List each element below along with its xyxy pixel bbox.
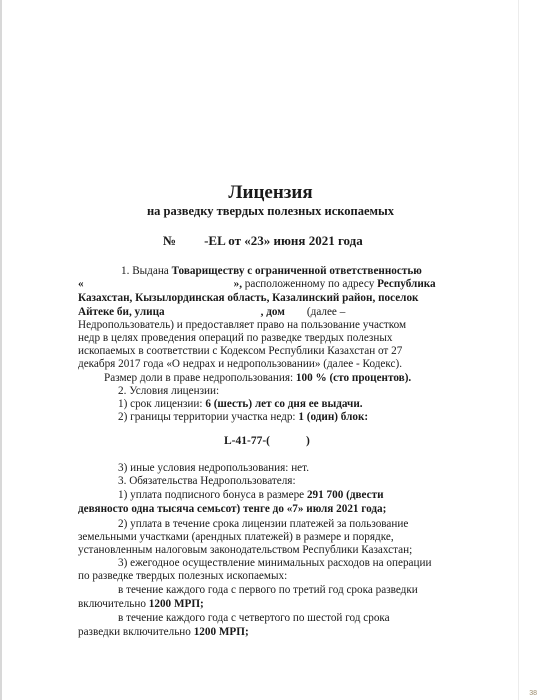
s1-line-7: ископаемых в соответствии с Кодексом Республики Казахстан от 27 <box>78 345 403 357</box>
years-1-3-line-2: включительно 1200 МРП; <box>78 598 204 610</box>
license-term-line: 1) срок лицензии: 6 (шесть) лет со дня ее выдачи. <box>118 398 363 410</box>
mrp-amount: 1200 МРП; <box>193 626 249 638</box>
license-number-line <box>163 233 363 249</box>
s2-heading: 2. Условия лицензии: <box>118 385 220 397</box>
other-conditions-line: 3) иные условия недропользования: нет. <box>118 462 309 474</box>
document-title: Лицензия <box>228 182 313 203</box>
number-suffix: -EL от «23» июня 2021 года <box>204 233 363 248</box>
number-prefix: № <box>163 233 177 248</box>
scan-edge-left <box>0 0 2 700</box>
s1-line-6: недр в целях проведения операций по разведке твердых полезных <box>78 332 393 344</box>
bonus-line-2: девяносто одна тысяча семьсот) тенге до «7» июля 2021 года; <box>78 503 387 515</box>
corner-mark: 38 <box>529 690 537 697</box>
scan-edge-right <box>518 0 519 700</box>
rent-line-1: 2) уплата в течение срока лицензии платежей за пользование <box>118 518 409 530</box>
bonus-line-1: 1) уплата подписного бонуса в размере 291 700 (двести <box>118 489 384 501</box>
years-1-3-line-1: в течение каждого года с первого по третий год срока разведки <box>118 584 418 596</box>
s1-line-1: 1. Выдана Товариществу с ограниченной ответственностью <box>121 265 422 277</box>
bounds-line: 2) границы территории участка недр: 1 (один) блок: <box>118 411 369 423</box>
s1-line-8: декабря 2017 года «О недрах и недропользовании» (далее - Кодекс). <box>78 358 403 370</box>
rent-line-3: установленным налоговым законодательством Республики Казахстан; <box>78 544 413 556</box>
s1-line-2: « », расположенному по адресу Республика <box>78 278 436 290</box>
block-code: L-41-77-( ) <box>224 435 310 447</box>
share-line: Размер доли в праве недропользования: 100 % (сто процентов). <box>104 372 412 384</box>
years-4-6-line-2: разведки включительно 1200 МРП; <box>78 626 249 638</box>
document-subtitle: на разведку твердых полезных ископаемых <box>146 204 395 218</box>
s3-heading: 3. Обязательства Недропользователя: <box>118 475 296 487</box>
mrp-amount: 1200 МРП; <box>148 598 204 610</box>
s1-line-4: Айтеке би, улица , дом (далее – <box>78 306 346 318</box>
s1-line-5: Недропользователь) и предоставляет право на пользование участком <box>78 319 407 331</box>
rent-line-2: земельными участками (арендных платежей) в размере и порядке, <box>78 531 394 543</box>
expenses-line-2: по разведке твердых полезных ископаемых: <box>78 570 288 582</box>
s1-line-3: Казахстан, Кызылординская область, Казалинский район, поселок <box>78 292 419 304</box>
years-4-6-line-1: в течение каждого года с четвертого по шестой год срока <box>118 612 390 624</box>
expenses-line-1: 3) ежегодное осуществление минимальных расходов на операции <box>118 557 432 569</box>
